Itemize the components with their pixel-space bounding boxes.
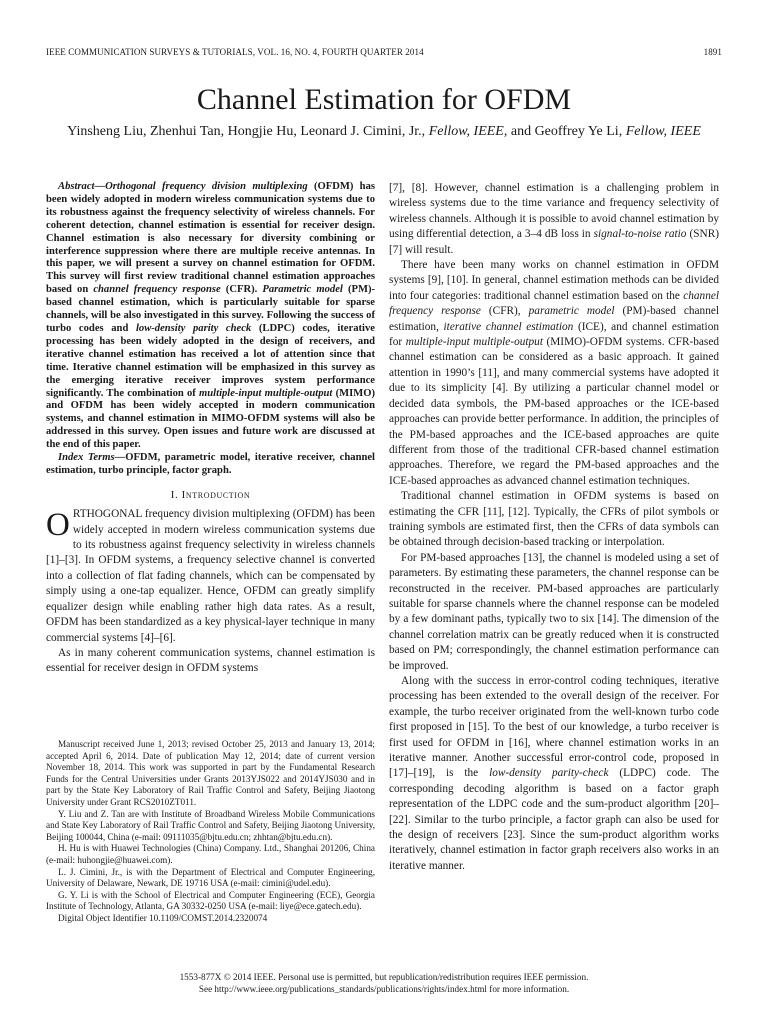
page-number: 1891: [703, 47, 722, 57]
rc-text-1a: [7], [8]. However, channel estimation is a challenging problem in wireless systems due to the time variance and frequency selectivity of wireless channels. Although it is possible to avoid channel estimation by using differential detection, a 3–4 dB loss in: [389, 182, 719, 241]
intro-paragraph-1: [46, 507, 375, 646]
rc-text-2a: There have been many works on channel estimation in OFDM systems [9], [10]. In general, channel estimation methods can be divided into four categories: traditional channel estimation based on the: [389, 259, 719, 302]
rc-term-cfr: channel frequency response: [389, 289, 719, 318]
author-names: Yinsheng Liu, Zhenhui Tan, Hongjie Hu, Leonard J. Cimini, Jr.,: [67, 124, 426, 139]
index-terms-label: Index Terms: [58, 452, 115, 464]
copyright-line-2: See http://www.ieee.org/publications_standards/publications/rights/index.html for more information.: [198, 984, 570, 994]
rc-term-pm: parametric model: [528, 305, 615, 318]
abstract-term-cfr: channel frequency response: [93, 284, 221, 296]
rc-text-2e: (PM)-based channel estimation,: [389, 305, 719, 333]
rc-term-mimo: multiple-input multiple-output: [405, 336, 543, 349]
left-column: [46, 181, 375, 677]
section-number: I.: [170, 488, 179, 501]
footnote-liu-tan: Y. Liu and Z. Tan are with Institute of Broadband Wireless Mobile Communications and State Key Laboratory of Rail Traffic Control and Safety, Beijing Jiaotong University, Beijing 100044, China (e-mail: 09111035@bjtu.edu.cn; zhhtan@bjtu.edu.cn).: [46, 808, 375, 842]
rc-text-5c: (LDPC) code. The corresponding decoding algorithm is based on a factor graph representation of the LDPC code and the sum-product algorithm [20]–[22]. Similar to the turbo principle, a factor graph can also be used for the design of receivers [23]. Since the sum-product algorithm works iteratively, channel estimation in factor graph receivers also works in an iterative manner.: [389, 767, 719, 872]
footnote-doi: Digital Object Identifier 10.1109/COMST.2014.2320074: [58, 912, 268, 923]
rc-term-snr: signal-to-noise ratio: [593, 228, 687, 241]
copyright-line-1: 1553-877X © 2014 IEEE. Personal use is permitted, but republication/redistribution requires IEEE permission.: [179, 972, 589, 982]
index-terms: Index Terms—OFDM, parametric model, iterative receiver, channel estimation, turbo principle, factor graph.: [46, 452, 376, 476]
footnote-hu: H. Hu is with Huawei Technologies (China) Company. Ltd., Shanghai 201206, China (e-mail: huhongjie@huawei.com).: [46, 843, 375, 865]
journal-name: IEEE COMMUNICATION SURVEYS & TUTORIALS, VOL. 16, NO. 4, FOURTH QUARTER 2014: [46, 47, 424, 57]
rc-text-1c: (SNR) [7] will result.: [389, 228, 719, 256]
rc-text-2i: (MIMO)-OFDM systems. CFR-based channel estimation can be considered as a basic approach. It gained attention in 1990’s [11], and many commercial systems have adopted it due to its simplicity [4]. By utilizing a particular channel model or decided data symbols, the PM-based approaches or the ICE-based approaches can provide better performance. In addition, the principles of the PM-based approaches and the ICE-based approaches are quite different from those of the traditional CFR-based channel estimation approaches. Therefore, we regard the PM-based approaches and the ICE-based approaches as advanced channel estimation techniques.: [389, 336, 719, 487]
intro-text-1: frequency division multiplexing (OFDM) has been widely accepted in modern wireless communication systems due to its robustness against frequency selectivity in wireless channels [1]–[3]. In OFDM systems, a frequency selective channel is converted into a collection of flat fading channels, which can be compensated by simply using a one-tap equalizer. Hence, OFDM can greatly simplify equalizer design while enabling rather high data rates. As a result, OFDM has been standardized as a key physical-layer technique in many commercial systems [4]–[6].: [46, 508, 375, 644]
rc-term-ldpc: low-density parity-check: [489, 767, 609, 780]
author-and: , and Geoffrey Ye Li,: [503, 124, 623, 139]
author-fellow-1: Fellow, IEEE: [428, 124, 504, 139]
abstract-term-mimo: multiple-input multiple-output: [199, 387, 333, 399]
footnote-manuscript: Manuscript received June 1, 2013; revised October 25, 2013 and January 13, 2014; accepted April 6, 2014. Date of publication May 12, 2014; date of current version November 18, 2014. This work was supported in part by the Fundamental Research Funds for the Central Universities under Grants 2013YJS022 and 2014YJS030 and in part by the State Key Laboratory of Rail Traffic Control and Safety, Beijing Jiaotong University under Grant RCS2010ZT011.: [46, 739, 375, 807]
index-terms-text: OFDM, parametric model, iterative receiver, channel estimation, turbo principle, factor graph.: [46, 452, 376, 476]
paper-title: Channel Estimation for OFDM: [196, 83, 572, 116]
abstract-text-4: (LDPC) codes, iterative processing has been widely adopted in the design of receivers, and iterative channel estimation has received a lot of attention since that time. Iterative channel estimation will be emphasized in this survey as the emerging iterative receiver improves system performance significantly. The combination of: [46, 322, 375, 399]
right-paragraph-4: For PM-based approaches [13], the channel is modeled using a set of parameters. By estimating these parameters, the channel response can be reconstructed in the receiver. PM-based approaches are particularly suitable for sparse channels where the channel response can be modeled by a few dominant paths, typically two to six [14]. The dimension of the channel correlation matrix can be greatly reduced when it is constructed based on PM; correspondingly, the channel estimation performance can be improved.: [389, 551, 719, 672]
right-column: [389, 181, 719, 874]
rc-term-ice: iterative channel estimation: [443, 320, 574, 333]
abstract-label: Abstract: [58, 181, 95, 192]
running-header: [46, 47, 722, 61]
author-fellow-2: Fellow, IEEE: [625, 124, 701, 139]
intro-paragraph-2: As in many coherent communication systems, channel estimation is essential for receiver design in OFDM systems: [46, 646, 375, 675]
rc-text-2g: (ICE), and channel estimation for: [389, 320, 719, 349]
footnote-cimini: L. J. Cimini, Jr., is with the Department of Electrical and Computer Engineering, University of Delaware, Newark, DE 19716 USA (e-mail: cimini@udel.edu).: [46, 866, 375, 889]
abstract-term-ldpc: low-density parity check: [135, 322, 252, 334]
footnotes: [46, 739, 375, 925]
abstract-term-ofdm: Orthogonal frequency division multiplexing: [105, 181, 308, 192]
abstract: Abstract—Orthogonal frequency division multiplexing (OFDM) has been widely adopted in modern wireless communication systems due to its robustness against the frequency selectivity of wireless channels. For coherent detection, channel estimation is essential for receiver design. Channel estimation is also necessary for diversity combining or interference suppression where there are multiple receive antennas. In this paper, we will present a survey on channel estimation for OFDM. This survey will first review traditional channel estimation approaches based on channel frequency response (CFR). Parametric model (PM)-based channel estimation, which is particularly suitable for sparse channels, will be also investigated in this survey. Following the success of turbo codes and low-density parity check (LDPC) codes, iterative processing has been widely adopted in the design of receivers, and iterative channel estimation has received a lot of attention since that time. Iterative channel estimation will be emphasized in this survey as the emerging iterative receiver improves system performance significantly. The combination of multiple-input multiple-output (MIMO) and OFDM has been widely accepted in modern communication systems, and channel estimation in MIMO-OFDM systems will also be addressed in this survey. Open issues and future work are discussed at the end of this paper.: [46, 181, 376, 451]
right-paragraph-1: [389, 181, 719, 258]
abstract-term-pm: Parametric model: [262, 284, 343, 296]
drop-cap: O: [46, 507, 70, 544]
right-paragraph-3: Traditional channel estimation in OFDM systems is based on estimating the CFR [11], [12]. Typically, the CFRs of pilot symbols or training symbols are estimated first, then the CFRs of data symbols can be obtained through decision-based tracking or interpolation.: [389, 490, 719, 549]
right-paragraph-5: [389, 674, 719, 874]
abstract-text-3: (PM)-based channel estimation, which is particularly suitable for sparse channels, will be also investigated in this survey. Following the success of turbo codes and: [46, 284, 376, 334]
section-heading-introduction: [46, 488, 375, 503]
intro-caps: RTHOGONAL: [72, 508, 143, 521]
abstract-text-5: (MIMO) and OFDM has been widely accepted in modern communication systems, and channel estimation in MIMO-OFDM systems will also be addressed in this survey. Open issues and future work are discussed at the end of this paper.: [46, 387, 375, 451]
rc-text-2c: (CFR),: [480, 305, 529, 318]
right-paragraph-2: [389, 258, 719, 489]
copyright-notice: [0, 971, 768, 995]
abstract-text-2: (CFR).: [220, 284, 263, 296]
rc-text-5a: Along with the success in error-control coding techniques, iterative processing has been extended to the overall design of the receiver. For example, the turbo receiver originated from the well-known turbo code first proposed in [15]. To the best of our knowledge, a turbo receiver is first used for OFDM in [16], where channel estimation works in an iterative manner. Another successful error-control code, proposed in [17]–[19], is the: [389, 675, 719, 780]
footnote-li: G. Y. Li is with the School of Electrical and Computer Engineering (ECE), Georgia Institute of Technology, Atlanta, GA 30332-0250 USA (e-mail: liye@ece.gatech.edu).: [46, 889, 375, 912]
section-title: Introduction: [181, 488, 251, 501]
abstract-text-1: (OFDM) has been widely adopted in modern wireless communication systems due to its robustness against the frequency selectivity of wireless channels. For coherent detection, channel estimation is essential for receiver design. Channel estimation is also necessary for diversity combining or interference suppression where there are multiple receive antennas. In this paper, we will present a survey on channel estimation for OFDM. This survey will first review traditional channel estimation approaches based on: [46, 181, 375, 296]
author-list: [0, 123, 768, 140]
